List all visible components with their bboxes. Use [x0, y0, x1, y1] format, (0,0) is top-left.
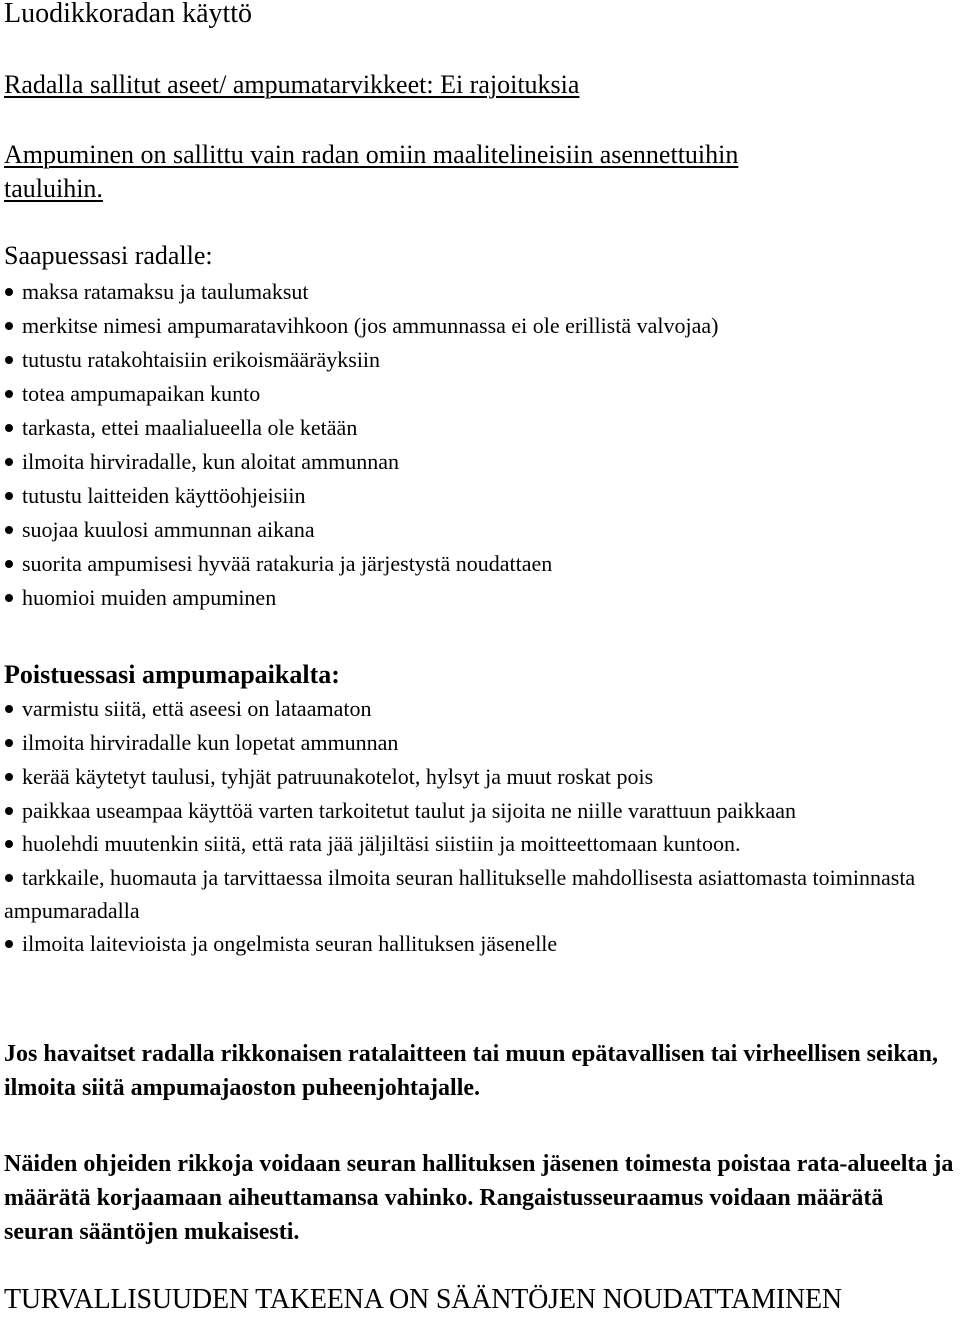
targets-rule-line-2: tauluihin. [4, 174, 103, 203]
list-item: huolehdi muutenkin siitä, että rata jää jäljiltäsi siistiin ja moitteettomaan kuntoon. [4, 827, 956, 861]
bullet-icon [5, 773, 13, 781]
bullet-icon [5, 940, 13, 948]
bullet-icon [5, 560, 13, 568]
departure-heading: Poistuessasi ampumapaikalta: [4, 660, 340, 689]
list-item: kerää käytetyt taulusi, tyhjät patruunakotelot, hylsyt ja muut roskat pois [4, 760, 956, 794]
bullet-icon [5, 526, 13, 534]
bullet-icon [5, 840, 13, 848]
targets-rule-line-1: Ampuminen on sallittu vain radan omiin maalitelineisiin asennettuihin [4, 140, 739, 169]
safety-footer: TURVALLISUUDEN TAKEENA ON SÄÄNTÖJEN NOUDATTAMINEN [4, 1284, 842, 1315]
list-item: ilmoita hirviradalle, kun aloitat ammunnan [4, 445, 956, 479]
bullet-icon [5, 492, 13, 500]
list-item: paikkaa useampaa käyttöä varten tarkoitetut taulut ja sijoita ne niille varattuun paikkaan [4, 794, 956, 827]
bullet-icon [5, 424, 13, 432]
bullet-icon [5, 807, 13, 815]
defect-notice: Jos havaitset radalla rikkonaisen ratalaitteen tai muun epätavallisen tai virheellisen seikan, ilmoita siitä ampumajaoston puheenjohtajalle. [4, 1041, 939, 1101]
list-item: ilmoita hirviradalle kun lopetat ammunnan [4, 726, 956, 760]
penalty-notice: Näiden ohjeiden rikkoja voidaan seuran hallituksen jäsenen toimesta poistaa rata-alueelta ja määrätä korjaamaan aiheuttamansa vahinko. Rangaistusseuraamus voidaan määrätä seuran sääntöjen mukaisesti. [4, 1151, 954, 1245]
bullet-icon [5, 390, 13, 398]
list-item: ilmoita laitevioista ja ongelmista seuran hallituksen jäsenelle [4, 927, 956, 961]
list-item: varmistu siitä, että aseesi on lataamaton [4, 692, 956, 726]
list-item: tarkasta, ettei maalialueella ole ketään [4, 411, 956, 445]
document-title: Luodikkoradan käyttö [4, 0, 253, 29]
bullet-icon [5, 458, 13, 466]
bullet-icon [5, 594, 13, 602]
bullet-icon [5, 705, 13, 713]
list-item: tarkkaile, huomauta ja tarvittaessa ilmoita seuran hallitukselle mahdollisesta asiattomasta toiminnasta ampumaradalla [4, 865, 916, 923]
list-item: maksa ratamaksu ja taulumaksut [4, 275, 956, 309]
bullet-icon [5, 322, 13, 330]
list-item: suorita ampumisesi hyvää ratakuria ja järjestystä noudattaen [4, 547, 956, 581]
bullet-icon [5, 874, 13, 882]
list-item: tutustu laitteiden käyttöohjeisiin [4, 479, 956, 513]
departure-list [4, 692, 956, 961]
list-item: tutustu ratakohtaisiin erikoismääräyksiin [4, 343, 956, 377]
bullet-icon [5, 356, 13, 364]
allowed-weapons-line: Radalla sallitut aseet/ ampumatarvikkeet: Ei rajoituksia [4, 70, 580, 99]
list-item: totea ampumapaikan kunto [4, 377, 956, 411]
list-item: huomioi muiden ampuminen [4, 581, 956, 615]
list-item: suojaa kuulosi ammunnan aikana [4, 513, 956, 547]
arrival-list [4, 275, 956, 615]
bullet-icon [5, 288, 13, 296]
arrival-heading: Saapuessasi radalle: [4, 241, 213, 270]
bullet-icon [5, 739, 13, 747]
list-item: merkitse nimesi ampumaratavihkoon (jos ammunnassa ei ole erillistä valvojaa) [4, 309, 956, 343]
